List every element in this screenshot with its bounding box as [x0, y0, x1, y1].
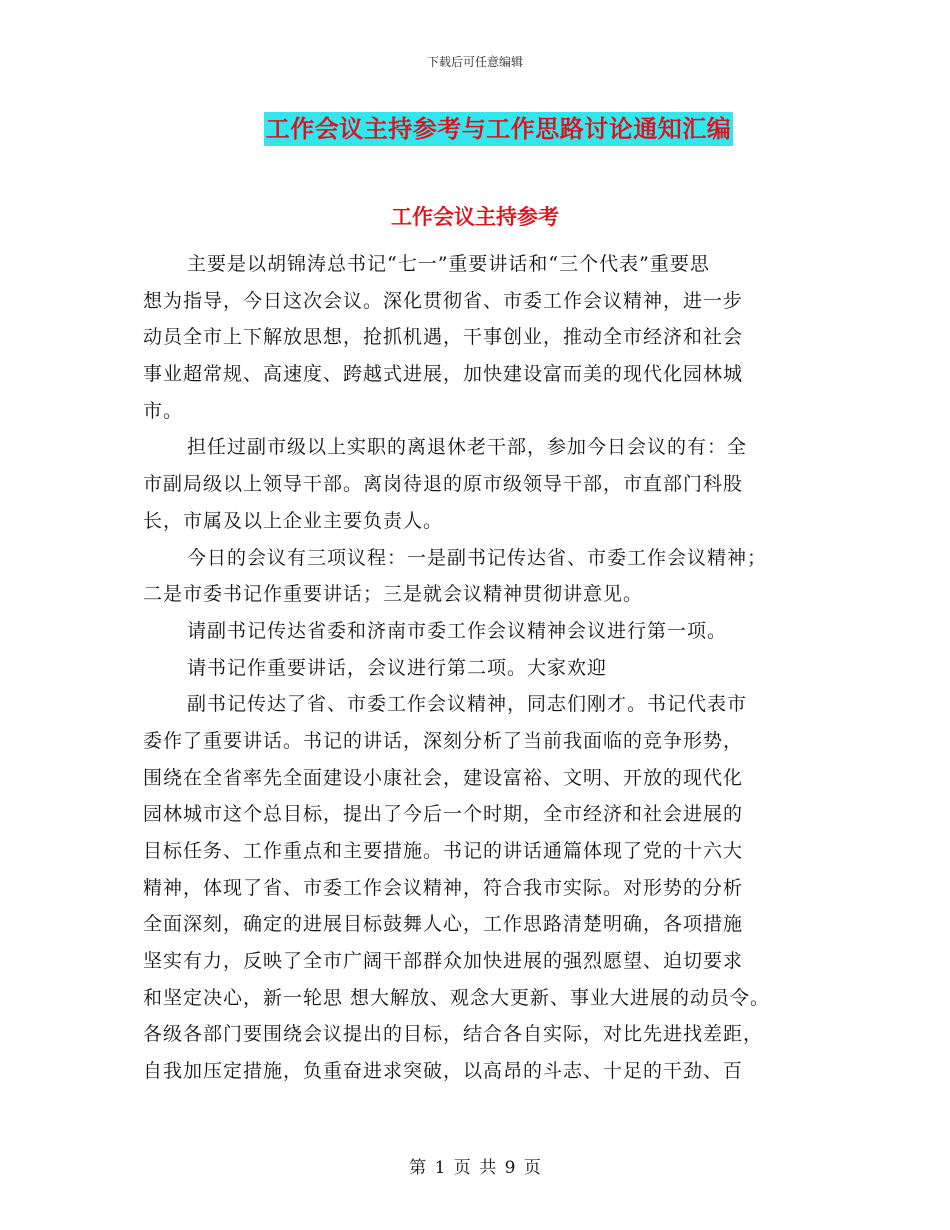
paragraph-4	[143, 613, 798, 650]
paragraph-3	[143, 540, 798, 613]
text-line: 园林城市这个总目标，提出了今后一个时期，全市经济和社会进展的	[143, 803, 744, 826]
document-title-text: 工作会议主持参考与工作思路讨论通知汇编	[264, 112, 734, 146]
text-line: 市副局级以上领导干部。离岗待退的原市级领导干部，市直部门科股	[143, 473, 744, 496]
paragraph-5	[143, 650, 798, 687]
text-line: 动员全市上下解放思想，抢抓机遇，干事创业，推动全市经济和社会	[143, 326, 744, 349]
document-title	[0, 112, 950, 146]
text-line: 目标任务、工作重点和主要措施。书记的讲话通篇体现了党的十六大	[143, 840, 744, 862]
text-line: 事业超常规、高速度、跨越式进展，加快建设富而美的现代化园林城	[143, 363, 744, 386]
paragraph-6	[143, 686, 798, 1090]
text-line: 二是市委书记作重要讲话；三是就会议精神贯彻讲意见。	[143, 583, 644, 606]
text-line: 精神，体现了省、市委工作会议精神，符合我市实际。对形势的分析	[143, 876, 744, 899]
text-line: 委作了重要讲话。书记的讲话，深刻分析了当前我面临的竞争形势，	[143, 729, 744, 752]
section-title: 工作会议主持参考	[391, 204, 559, 229]
text-line: 副书记传达了省、市委工作会议精神，同志们刚才。书记代表市	[187, 693, 748, 716]
text-line: 请书记作重要讲话，会议进行第二项。大家欢迎	[187, 656, 608, 679]
text-line: 坚实有力，反映了全市广阔干部群众加快进展的强烈愿望、迫切要求	[143, 950, 744, 973]
body-text	[143, 246, 798, 1090]
page-footer: 第 1 页 共 9 页	[409, 1158, 541, 1178]
text-line: 各级各部门要围绕会议提出的目标，结合各自实际，对比先进找差距，	[143, 1023, 764, 1046]
text-line: 全面深刻，确定的进展目标鼓舞人心，工作思路清楚明确，各项措施	[143, 913, 744, 936]
text-line: 担任过副市级以上实职的离退休老干部，参加今日会议的有：全	[187, 436, 748, 459]
text-line: 今日的会议有三项议程：一是副书记传达省、市委工作会议精神；	[187, 546, 768, 569]
text-line: 想为指导，今日这次会议。深化贯彻省、市委工作会议精神，进一步	[143, 289, 744, 312]
text-line: 长，市属及以上企业主要负责人。	[143, 509, 444, 532]
header-note: 下载后可任意编辑	[426, 55, 523, 69]
text-line: 市。	[143, 399, 184, 422]
paragraph-2	[143, 429, 798, 539]
paragraph-1	[143, 246, 798, 429]
text-line: 和坚定决心，新一轮思 想大解放、观念大更新、事业大进展的动员令。	[143, 986, 771, 1009]
text-line: 主要是以胡锦涛总书记“七一”重要讲话和“三个代表”重要思	[187, 253, 710, 275]
text-line: 自我加压定措施，负重奋进求突破，以高昂的斗志、十足的干劲、百	[143, 1060, 744, 1083]
text-line: 围绕在全省率先全面建设小康社会，建设富裕、文明、开放的现代化	[143, 766, 744, 789]
text-line: 请副书记传达省委和济南市委工作会议精神会议进行第一项。	[187, 619, 728, 642]
